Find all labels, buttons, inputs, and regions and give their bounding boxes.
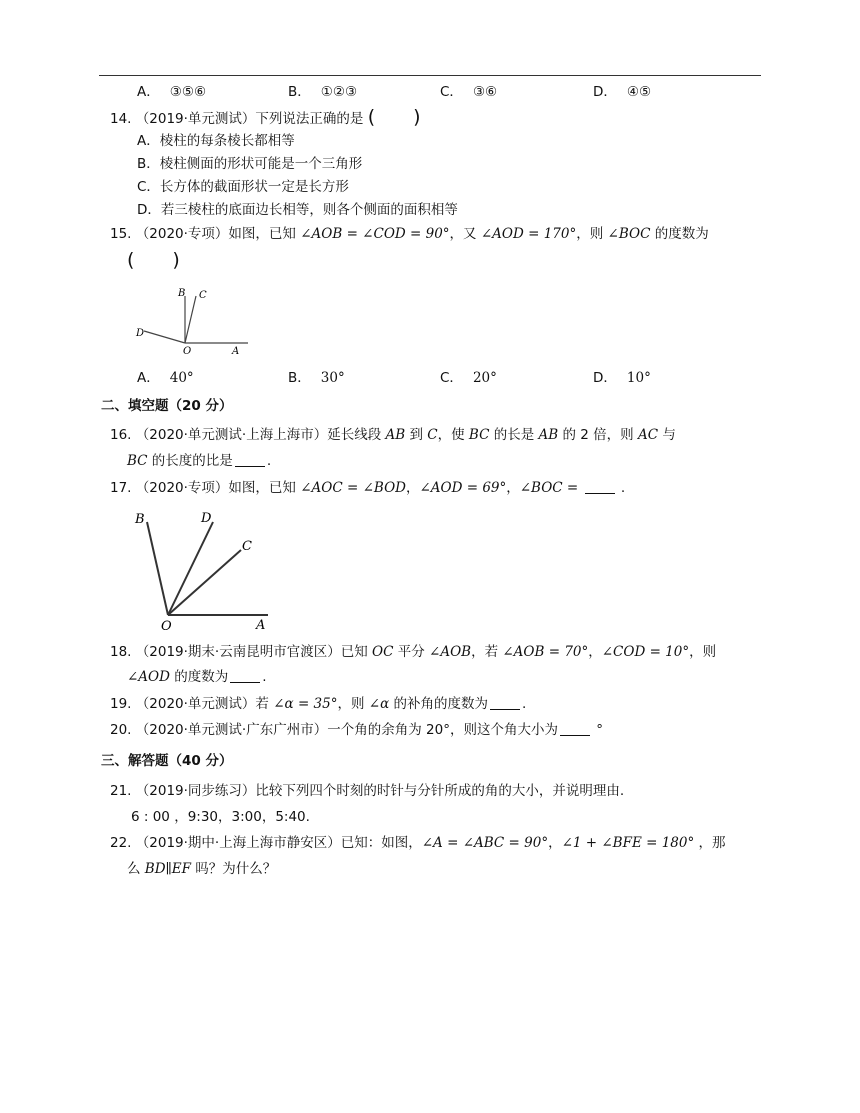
q19-stem: 19. （2020·单元测试）若 ∠α = 35°，则 ∠α 的补角的度数为 . bbox=[110, 696, 527, 712]
label-a: A bbox=[232, 346, 240, 354]
q13-option-d[interactable]: D． ④⑤ bbox=[593, 84, 652, 100]
label-o: O bbox=[161, 619, 172, 632]
q14-option-b[interactable]: B．棱柱侧面的形状可能是一个三角形 bbox=[137, 156, 363, 172]
q15-angle-figure bbox=[130, 282, 255, 354]
label-d: D bbox=[136, 328, 145, 339]
ray-od bbox=[168, 522, 213, 615]
label-c: C bbox=[199, 290, 207, 301]
ray-ob bbox=[147, 522, 168, 615]
q15-option-b[interactable]: B． 30° bbox=[288, 370, 345, 386]
label-b: B bbox=[135, 512, 145, 527]
label-d: D bbox=[201, 511, 212, 526]
ray-oc bbox=[168, 550, 241, 615]
q14-stem: 14. （2019·单元测试）下列说法正确的是 ( ) bbox=[110, 106, 421, 128]
answer-blank[interactable] bbox=[560, 721, 590, 736]
answer-blank[interactable] bbox=[585, 479, 615, 494]
q15-option-c[interactable]: C． 20° bbox=[440, 370, 497, 386]
q17-stem: 17. （2020·专项）如图，已知 ∠AOC = ∠BOD，∠AOD = 69°，∠BOC = . bbox=[110, 480, 626, 496]
label-c: C bbox=[242, 539, 252, 554]
label-b: B bbox=[178, 288, 186, 299]
label-a: A bbox=[256, 618, 266, 632]
q21-times: 6 : 00 ，9:30，3:00，5:40. bbox=[131, 809, 310, 825]
q13-option-b[interactable]: B． ①②③ bbox=[288, 84, 358, 100]
q20-stem: 20. （2020·单元测试·广东广州市）一个角的余角为 20°，则这个角大小为 ° bbox=[110, 722, 603, 738]
q13-option-a[interactable]: A． ③⑤⑥ bbox=[137, 84, 207, 100]
section-heading-solve: 三、解答题（40 分） bbox=[101, 753, 233, 769]
q14-option-d[interactable]: D．若三棱柱的底面边长相等，则各个侧面的面积相等 bbox=[137, 202, 458, 218]
q21-stem: 21. （2019·同步练习）比较下列四个时刻的时针与分针所成的角的大小，并说明理由. bbox=[110, 783, 625, 799]
q18-stem: 18. （2019·期末·云南昆明市官渡区）已知 OC 平分 ∠AOB，若 ∠AOB = 70°，∠COD = 10°，则 bbox=[110, 644, 717, 660]
ray-oc bbox=[185, 296, 196, 343]
q18-stem-cont: ∠AOD 的度数为 . bbox=[127, 669, 267, 685]
answer-blank[interactable] bbox=[235, 452, 265, 467]
q15-stem: 15. （2020·专项）如图，已知 ∠AOB = ∠COD = 90°，又 ∠AOD = 170°，则 ∠BOC 的度数为 bbox=[110, 226, 709, 242]
q14-option-c[interactable]: C．长方体的截面形状一定是长方形 bbox=[137, 179, 349, 195]
section-heading-fill-in: 二、填空题（20 分） bbox=[101, 398, 233, 414]
answer-blank[interactable] bbox=[490, 695, 520, 710]
ray-od bbox=[144, 331, 185, 343]
q22-stem: 22. （2019·期中·上海上海市静安区）已知：如图，∠A = ∠ABC = 90°，∠1 + ∠BFE = 180° ，那 bbox=[110, 835, 726, 851]
q16-stem-cont: BC 的长度的比是 . bbox=[127, 453, 272, 469]
answer-paren[interactable]: ( ) bbox=[127, 249, 180, 271]
q22-stem-cont: 么 BD∥EF 吗？为什么？ bbox=[127, 861, 277, 877]
q15-option-a[interactable]: A． 40° bbox=[137, 370, 194, 386]
answer-blank[interactable] bbox=[230, 668, 260, 683]
answer-paren[interactable]: ( ) bbox=[367, 106, 421, 128]
q15-option-d[interactable]: D． 10° bbox=[593, 370, 651, 386]
q17-angle-figure bbox=[128, 508, 273, 632]
label-o: O bbox=[183, 346, 192, 354]
q13-option-c[interactable]: C． ③⑥ bbox=[440, 84, 498, 100]
q16-stem: 16. （2020·单元测试·上海上海市）延长线段 AB 到 C，使 BC 的长是 AB 的 2 倍，则 AC 与 bbox=[110, 427, 676, 443]
header-rule bbox=[99, 75, 761, 76]
q14-option-a[interactable]: A．棱柱的每条棱长都相等 bbox=[137, 133, 295, 149]
